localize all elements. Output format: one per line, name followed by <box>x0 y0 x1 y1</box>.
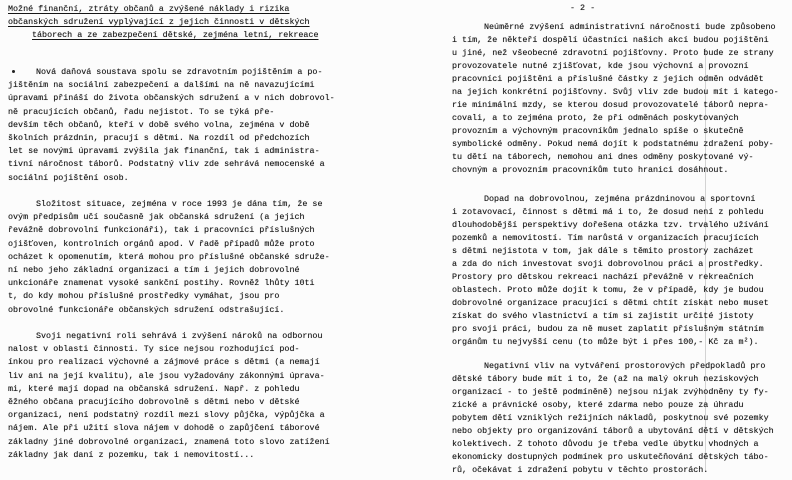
text-line: i tím, že někteří dospělí účastníci našich akcí budou pojištěni <box>452 35 769 45</box>
text-line: mi, které mají dopad na občanská sdružení. Např. z pohledu <box>8 383 300 394</box>
text-line: řevážně dobrovolní funkcionáři), tak i pracovníci příslušných <box>8 225 315 236</box>
text-line: u jiné, než všeobecné zdravotní pojišťovny. Proto bude ze strany <box>452 48 774 58</box>
text-line: Svoji negativní roli sehrává i zvýšení nároků na odbornou <box>36 331 323 341</box>
text-line: organizací - to ještě podmíněně) nejsou nijak zvýhodněny ty fy- <box>452 387 769 397</box>
text-line: sociální pojištění osob. <box>8 172 129 183</box>
paragraph <box>8 330 330 462</box>
text-line: rie minimální mzdy, se kterou dosud provozovatelé táborů nepra- <box>452 100 769 110</box>
paragraph <box>8 66 335 185</box>
text-line: pobytem dětí vzniklých režijních nákladů, poskytnou své pozemky <box>452 413 769 423</box>
text-line: obrovolné funkcionáře občanských sdružení odstrašující. <box>8 304 285 315</box>
text-line: Negativní vliv na vytváření prostorových předpokladů pro <box>484 361 766 371</box>
text-line: s dětmi nejistota v tom, jak dále s těmito prostory zacházet <box>452 246 754 256</box>
text-line: liv ani na její kvalitu), ale jsou vyžadovány zákonnými úprava- <box>8 370 325 381</box>
text-line: pro svoji práci, budou za ně muset zaplatit příslušným státním <box>452 324 764 334</box>
text-line: Prostory pro dětskou rekreaci nachází převážně v rekreačních <box>452 272 754 282</box>
text-line: organizaci, není podstatný rozdíl mezi slovy půjčka, výpůjčka a <box>8 410 325 421</box>
text-line: provozním a výchovným pracovníkům jednalo spíše o skutečně <box>452 126 744 136</box>
text-line: devším těch občanů, kteří v době svého volna, zejména v době <box>8 119 310 130</box>
text-line: získat do svého vlastnictví a tím si zajistit určité jistoty <box>452 311 754 321</box>
text-line: ěžného občana pracujícího dobrovolně s dětmi nebo v dětské <box>8 396 300 407</box>
text-line: ovým předpisům učí současně jak občanská sdružení (a jejich <box>8 212 305 223</box>
text-line: dětské tábory bude mít i to, že (až na malý okruh neziskových <box>452 374 759 384</box>
page-number: - 2 - <box>570 3 596 13</box>
text-line: zické a právnické osoby, které zdarma nebo pouze za úhradu <box>452 400 744 410</box>
text-line: pracovníci pojištěni a příslušné částky z jejich odměn odvádět <box>452 74 764 84</box>
text-line: covali, a to zejména proto, že při odměnách poskytovaných <box>452 113 739 123</box>
text-line: nalost v oblasti činnosti. Ty sice nejsou rozhodující pod- <box>8 344 300 355</box>
text-line: pozemků a nemovitostí. Tím narůstá v organizacích pracujících <box>452 233 759 243</box>
text-line: unkcionáře znamenat vysoké sankční postihy. Rovněž lhůty 10ti <box>8 278 315 289</box>
text-line: úpravami přináší do života občanských sdružení a v nich dobrovol- <box>8 93 335 104</box>
text-line: t, do kdy mohou příslušné prostředky vymáhat, jsou pro <box>8 291 280 302</box>
text-line: základny jak daní z pozemku, tak i nemovitostí... <box>8 449 255 460</box>
text-line: i zotavovací, činnost s dětmi má i to, že dosud není z pohledu <box>452 207 764 217</box>
text-line: nájem. Ale při užití slova nájem v dohodě o zapůjčení táborové <box>8 423 320 434</box>
text-line: Dopad na dobrovolnou, zejména prázdninovou a sportovní <box>484 194 756 204</box>
paragraph <box>8 198 330 317</box>
text-line: oblastech. Proto může dojít k tomu, že v případě, kdy je budou <box>452 285 764 295</box>
text-line: symbolické odměny. Pokud nemá dojít k podstatnému zdražení poby- <box>452 139 774 149</box>
heading-line: táborech a ze zabezpečení dětské, zejména letní, rekreace <box>32 30 319 41</box>
text-line: ně pracujících občanů, řadu nejistot. To se týká pře- <box>8 106 275 117</box>
heading-line: Možné finanční, ztráty občanů a zvýšené náklady i rizika <box>8 4 290 14</box>
text-line: dlouhodobější perspektivy dořešena otázka tzv. trvalého užívání <box>452 220 769 230</box>
text-line: základny jiné dobrovolné organizaci, znamená toto slovo zatížení <box>8 436 330 447</box>
text-line: tu dětí na táborech, nemohou ani dnes odměny poskytované vý- <box>452 152 754 162</box>
text-line: let se novými úpravami zvýšila jak finanční, tak i administra- <box>8 146 320 157</box>
paragraph <box>452 360 774 477</box>
text-line: jištěním na sociální zabezpečení a dalšími na ně navazujícími <box>8 80 315 91</box>
text-line: školních prázdnin, pracují s dětmi. Na rozdíl od předchozích <box>8 132 310 143</box>
heading-line: občanských sdružení vyplývající z jejich činnosti v dětských <box>8 17 310 28</box>
text-line: Neúměrné zvýšení administrativní náročnosti bude způsobeno <box>484 22 776 32</box>
text-line: ojišťoven, kontrolních orgánů apod. V řadě případů může proto <box>8 238 315 249</box>
text-line: ocházet k opomenutím, která mohou pro příslušné občanské sdruže- <box>8 251 330 262</box>
text-line: chovným a provozním pracovníkům tuto hranici dosáhnout. <box>452 165 729 175</box>
text-line: nebo objekty pro organizování táborů a ubytování dětí v dětských <box>452 426 774 436</box>
right-page <box>396 0 792 480</box>
text-line: Nová daňová soustava spolu se zdravotním pojištěním a po- <box>36 67 323 77</box>
text-line: na jejich konkrétní pojišťovny. Svůj vliv zde budou mít i katego- <box>452 87 779 97</box>
text-line: Složitost situace, zejména v roce 1993 je dána tím, že se <box>36 199 323 209</box>
text-line: kolektivech. Z tohoto důvodu je třeba vedle úbytku vhodných a <box>452 439 759 449</box>
text-line: a zda do nich investovat svoji dobrovolnou práci a prostředky. <box>452 259 764 269</box>
text-line: dobrovolné organizace pracující s dětmi chtít získat nebo muset <box>452 298 769 308</box>
text-line: rů, očekávat i zdražení pobytu v těchto prostorách. <box>452 465 709 475</box>
paragraph <box>452 21 779 177</box>
text-line: provozovatele nutné zjišťovat, kde jsou výchovní a provozní <box>452 61 749 71</box>
text-line: tivní náročnost táborů. Podstatný vliv zde sehrává nemocenské a <box>8 159 325 170</box>
text-line: ní nebo jeho základní organizaci a tím i jejich dobrovolné <box>8 264 300 275</box>
text-line: ekonomicky dostupných podmínek pro uskutečňování dětských tábo- <box>452 452 769 462</box>
text-line: ínkou pro realizaci výchovné a zájmové práce s dětmi (a nemají <box>8 357 320 368</box>
paragraph <box>452 193 769 349</box>
text-line: orgánům tu nejvyšší cenu (to může být i přes 100,- Kč za m²). <box>452 337 759 347</box>
document-heading <box>8 3 318 43</box>
